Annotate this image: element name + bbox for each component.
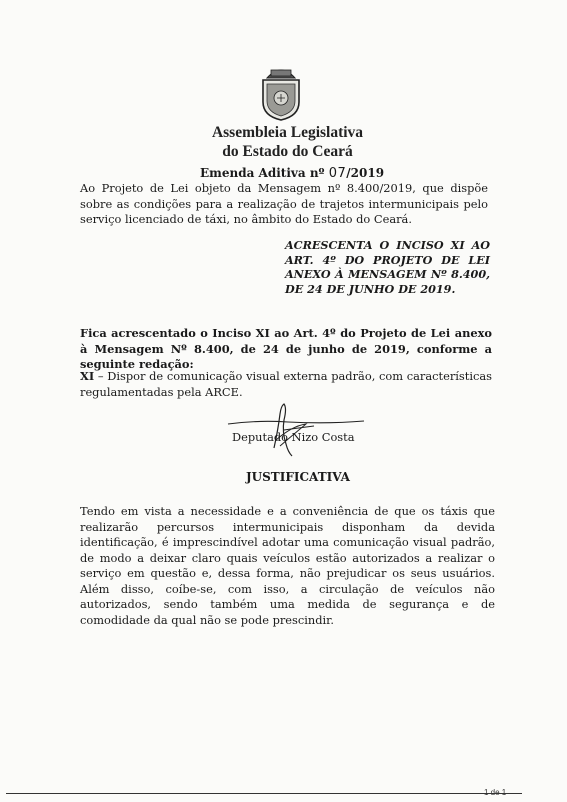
page-number: 1 de 1	[484, 788, 507, 797]
title-suffix: /2019	[346, 166, 385, 180]
signer-name: Deputado Nizo Costa	[232, 430, 355, 444]
institution-name	[200, 123, 375, 161]
ementa-block: ACRESCENTA O INCISO XI AO ART. 4º DO PROJETO DE LEI ANEXO À MENSAGEM Nº 8.400, DE 24 DE JUNHO DE 2019.	[285, 238, 490, 296]
intro-paragraph: Ao Projeto de Lei objeto da Mensagem nº 8.400/2019, que dispõe sobre as condições para a realização de trajetos intermunicipais pelo serviço licenciado de táxi, no âmbito do Estado do Ceará.	[80, 181, 488, 226]
amendment-title	[200, 166, 384, 181]
footer-rule	[6, 793, 522, 794]
institution-line-2: do Estado do Ceará	[222, 143, 353, 160]
article-paragraph: Fica acrescentado o Inciso XI ao Art. 4º do Projeto de Lei anexo à Mensagem Nº 8.400, de 24 de junho de 2019, conforme a seguinte redação:	[80, 326, 492, 371]
institution-line-1: Assembleia Legislativa	[211, 124, 364, 141]
justification-heading: JUSTIFICATIVA	[246, 470, 350, 484]
inciso-text: – Dispor de comunicação visual externa padrão, com características regulamentadas pela ARCE.	[80, 369, 492, 399]
title-prefix: Emenda Aditiva nº	[200, 166, 329, 180]
title-number-handwritten: 07	[328, 166, 347, 181]
handwritten-signature	[218, 400, 368, 458]
justification-paragraph: Tendo em vista a necessidade e a conveniência de que os táxis que realizarão percursos intermunicipais disponham da devida identificação, é imprescindível adotar uma comunicação visual padrão, de modo a deixar claro quais veículos estão autorizados a realizar o serviço em questão e, dessa forma, não prejudicar os seus usuários. Além disso, coíbe-se, com isso, a circulação de veículos não autorizados, sendo também uma medida de segurança e de comodidade da qual não se pode prescindir.	[80, 504, 495, 627]
inciso-label: XI	[80, 369, 95, 383]
coat-of-arms-seal	[259, 62, 303, 122]
inciso-paragraph	[80, 369, 492, 400]
